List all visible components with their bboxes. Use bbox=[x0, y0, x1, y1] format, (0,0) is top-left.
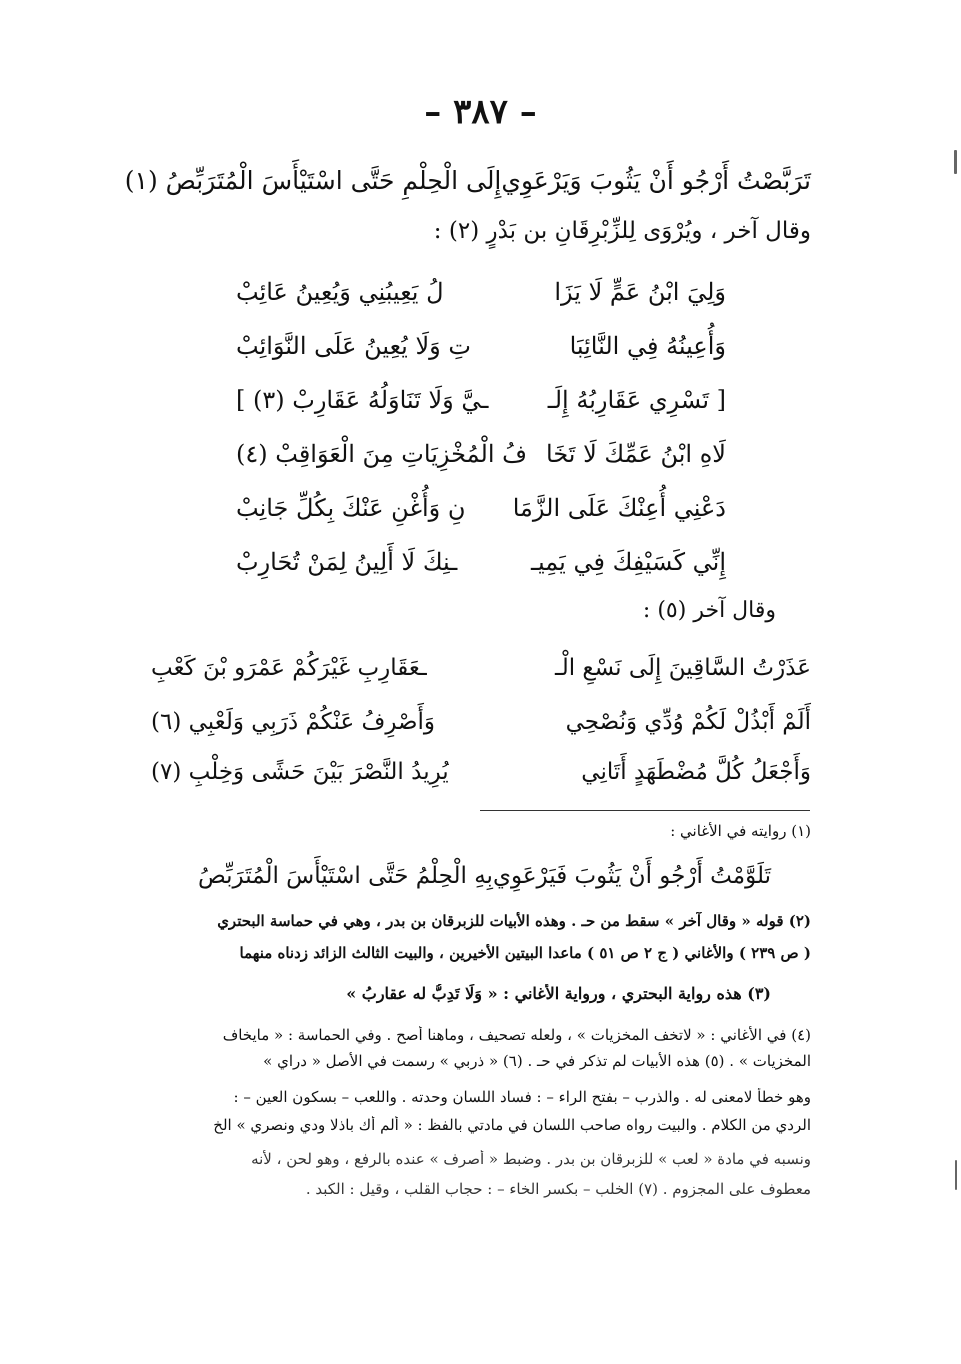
footnote-4-line-5: ونسبه في مادة « لعب » للزبرقان بن بدر . وضبط « أصرف » عنده بالرفع ، وهو لحن ، لأنه bbox=[251, 1150, 811, 1168]
poem2-verse-2 bbox=[151, 702, 811, 742]
poem1-verse-3 bbox=[236, 380, 726, 420]
footnote-3: (٣) هذه رواية البحتري ، ورواية الأغاني : « وَلَا تَدِبُّ له عقاربُ » bbox=[346, 984, 771, 1003]
poem1-verse-5-second: نِ وَأُغْنِ عَنْكَ بِكُلِّ جَانِبْ bbox=[236, 494, 466, 522]
poem1-verse-5-first: دَعْنِي أُعِنْكَ عَلَى الزَّمَا bbox=[512, 494, 726, 522]
poem1-verse-2 bbox=[236, 326, 726, 366]
poem1-verse-4-second: فُ الْمُخْزِيَاتِ مِنَ الْعَوَاقِبْ (٤) bbox=[236, 440, 527, 468]
poem1-verse-6 bbox=[236, 542, 726, 582]
page-number: – ٣٨٧ – bbox=[424, 92, 537, 132]
poem1-verse-1-first: وَلِيَ ابْنُ عَمٍّ لَا يَزَا bbox=[554, 278, 726, 306]
poem2-verse-2-second: وَأَصْرِفُ عَنْكُمْ ذَرَبِي وَلَعْبِي (٦) bbox=[151, 709, 436, 735]
intro-zibriqan: وقال آخر ، ويُرْوَى لِلزِّبْرِقَانِ بن بَدْرٍ (٢) : bbox=[433, 218, 811, 244]
footnote-1-verse bbox=[197, 858, 771, 894]
poem1-verse-4 bbox=[236, 434, 726, 474]
top-verse bbox=[124, 160, 811, 200]
footnote-4-line-2: المخزيات » . (٥) هذه الأبيات لم تذكر في حـ . (٦) « ذربي » رسمت في الأصل « دراي » bbox=[263, 1052, 811, 1070]
poem2-verse-1-second: ـعَقَارِبِ غَيْرَكُمْ عَمْرَو بْنَ كَعْبِ bbox=[151, 655, 427, 681]
footnote-4-line-3: وهو خطأ لامعنى له . والذرب – بفتح الراء – : فساد اللسان وحدته . واللعب – بسكون العين – : bbox=[233, 1088, 811, 1106]
footnote-1-verse-second: بِهِ الْحِلْمُ حَتَّى اسْتَيْأَسَ الْمُتَرَبِّصُ bbox=[197, 863, 493, 889]
footnote-2-line-1: (٢) قوله « وقال آخر » سقط من حـ . وهذه الأبيات للزبرقان بن بدر ، وهي في حماسة البحتري bbox=[217, 912, 811, 930]
poem1-verse-2-second: تِ وَلَا يُعِينُ عَلَى النَّوَائِبْ bbox=[236, 332, 471, 360]
top-verse-second-hemistich: إِلَى الْحِلْمِ حَتَّى اسْتَيْأَسَ الْمُتَرَبِّصُ (١) bbox=[124, 165, 502, 195]
poem1-verse-2-first: وَأُعِينُهُ فِي النَّائِبَا bbox=[569, 332, 726, 360]
poem2-verse-2-first: أَلَمْ أَبْذُلْ لَكُمْ وُدِّي وَنُصْحِي bbox=[565, 709, 811, 735]
poem1-verse-3-first: [ تَسْرِي عَقَارِبُهُ إِلَـ bbox=[547, 386, 726, 414]
poem2-verse-3 bbox=[151, 752, 811, 792]
footnote-4-line-1: (٤) في الأغاني : « لاتخف المخزيات » ، ولعله تصحيف ، وماهنا أصح . وفي الحماسة : « مايخاف bbox=[222, 1026, 811, 1044]
poem1-verse-6-second: ـنِكَ لَا أَلِينُ لِمَنْ تُحَارِبْ bbox=[236, 548, 458, 576]
poem2-verse-1 bbox=[151, 648, 811, 688]
poem1-verse-6-first: إِنِّي كَسَيْفِكَ فِي يَمِيـ bbox=[531, 548, 726, 576]
poem2-verse-3-first: وَأَجْعَلُ كُلَّ مُضْطَهَدٍ أَتَانِي bbox=[581, 759, 811, 785]
footnote-4-line-4: الردي من الكلام . والبيت رواه صاحب اللسان في مادتي بالفظ : « ألم أك باذلا ودي ونصري » الخ bbox=[213, 1116, 811, 1134]
poem1-verse-1-second: لُ يَعِيبُنِي وَيُعِينُ عَائِبْ bbox=[236, 278, 444, 306]
footnote-1-intro: (١) روايته في الأغاني : bbox=[670, 822, 811, 840]
footnote-2-line-2: ( ص ٢٣٩ ) والأغاني ( ج ٢ ص ٥١ ) ماعدا البيتين الأخيرين ، والبيت الثالث الزائد زدناه منهما bbox=[239, 944, 811, 962]
intro-other-poet: وقال آخر (٥) : bbox=[642, 598, 776, 623]
top-verse-first-hemistich: تَرَبَّصْتُ أَرْجُو أَنْ يَثُوبَ وَيَرْعَوِي bbox=[501, 165, 811, 195]
poem1-verse-4-first: لَاهِ ابْنُ عَمِّكَ لَا تَخَا bbox=[546, 440, 726, 468]
footnote-separator bbox=[480, 810, 810, 811]
poem2-verse-1-first: عَذَرْتُ السَّاقِينَ إِلَى نَسْعِ الْـ bbox=[554, 655, 811, 681]
footnote-4-line-6: معطوف على المجزوم . (٧) الخلب – بكسر الخاء – : حجاب القلب ، وقيل : الكبد . bbox=[305, 1180, 811, 1198]
poem1-verse-1 bbox=[236, 272, 726, 312]
poem1-verse-3-second: ـيَّ وَلَا تَنَاوَلُهُ عَقَارِبْ (٣) ] bbox=[236, 386, 489, 414]
poem1-verse-5 bbox=[236, 488, 726, 528]
scan-edge-mark bbox=[955, 1160, 957, 1190]
poem2-verse-3-second: يُرِيدُ النَّصْرَ بَيْنَ حَشًى وَخِلْبِ (٧) bbox=[151, 759, 449, 785]
footnote-1-verse-first: تَلَوَّمْتُ أَرْجُو أَنْ يَثُوبَ فَيَرْعَوِي bbox=[492, 863, 771, 889]
scan-edge-mark bbox=[954, 150, 957, 174]
